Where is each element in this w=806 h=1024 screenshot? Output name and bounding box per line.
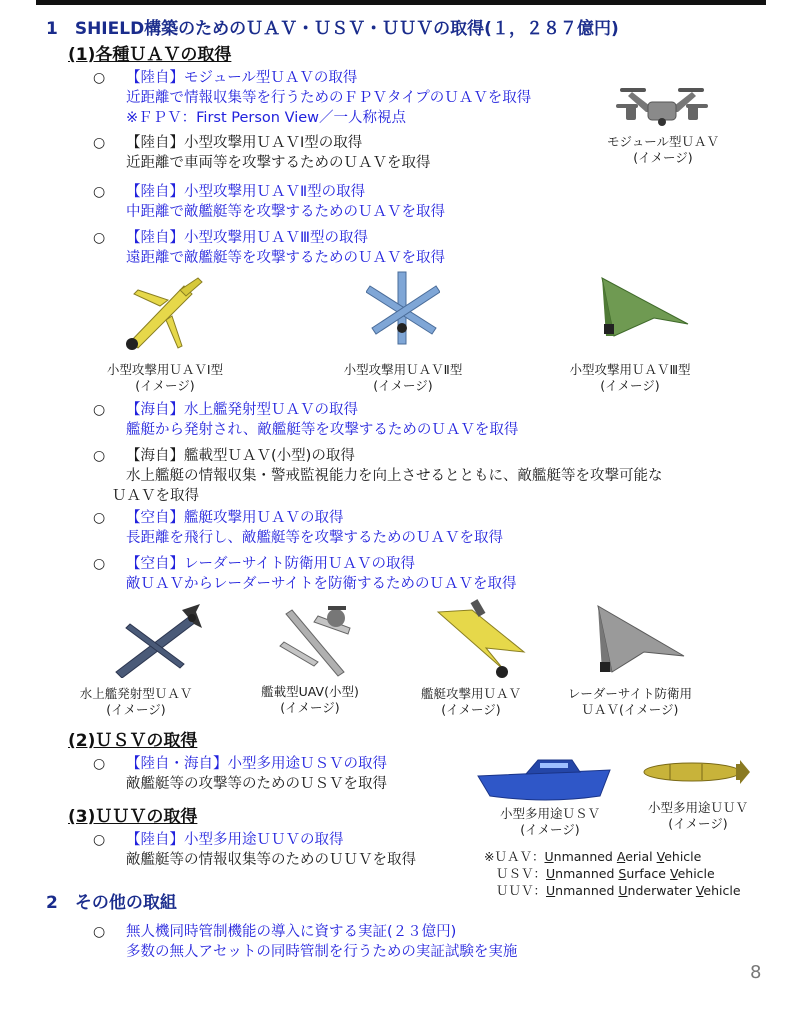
subsection-usv-title: (2)ＵＳＶの取得 <box>68 731 198 751</box>
note-usv-abbrev <box>496 865 715 882</box>
caption-line: 小型攻撃用ＵＡＶⅢ型 <box>569 362 691 377</box>
note-uav-abbrev <box>484 848 701 865</box>
note-text: nderwater <box>627 883 696 898</box>
note-text: erial <box>625 849 657 864</box>
caption-line: 艦載型UAV(小型) <box>261 684 359 699</box>
uav-type1-image <box>122 272 210 350</box>
bullet: ○ <box>93 402 106 418</box>
note-uuv-abbrev <box>496 882 741 899</box>
item-uav-type1-desc: 近距離で車両等を攻撃するためのＵＡＶを取得 <box>126 155 431 171</box>
note-prefix: ＵＵＶ： <box>496 883 547 898</box>
caption-line: (イメージ) <box>668 816 728 831</box>
item-uav-type2-desc: 中距離で敵艦艇等を攻撃するためのＵＡＶを取得 <box>126 204 445 220</box>
bullet: ○ <box>93 510 106 526</box>
caption-line: (イメージ) <box>135 378 195 393</box>
note-initial: A <box>616 849 626 864</box>
bullet: ○ <box>93 556 106 572</box>
caption-line: 小型攻撃用ＵＡＶⅠ型 <box>106 362 224 377</box>
item-uuv-desc: 敵艦艇等の情報収集等のためのＵＵＶを取得 <box>126 852 416 868</box>
item-module-uav-title: 【陸自】モジュール型ＵＡＶの取得 <box>126 70 358 86</box>
caption-shipborne-uav <box>250 684 370 716</box>
note-text: nmanned <box>555 883 619 898</box>
bullet: ○ <box>93 70 106 86</box>
ship-launch-uav-image <box>110 602 206 678</box>
item-shipborne-uav-title: 【海自】艦載型ＵＡＶ(小型)の取得 <box>126 448 355 464</box>
note-initial: S <box>618 866 627 881</box>
item-ship-launch-uav-desc: 艦艇から発射され、敵艦艇等を攻撃するためのＵＡＶを取得 <box>126 422 519 438</box>
note-text: nmanned <box>553 849 617 864</box>
subsection-uuv-title: (3)ＵＵＶの取得 <box>68 807 198 827</box>
caption-module-uav <box>598 134 728 166</box>
item-uav-type1-title: 【陸自】小型攻撃用ＵＡＶⅠ型の取得 <box>126 135 363 151</box>
caption-uav-type1 <box>95 362 235 394</box>
caption-line: 水上艦発射型ＵＡＶ <box>79 686 193 701</box>
uuv-image <box>640 756 756 786</box>
item-uav-type3-desc: 遠距離で敵艦艇等を攻撃するためのＵＡＶを取得 <box>126 250 445 266</box>
item-usv-title: 【陸自・海自】小型多用途ＵＳＶの取得 <box>126 756 387 772</box>
caption-line: モジュール型ＵＡＶ <box>606 134 719 149</box>
caption-line: レーダーサイト防衛用 <box>567 686 693 701</box>
caption-line: 小型多用途ＵＳＶ <box>499 806 600 821</box>
item-radar-defense-uav-desc: 敵ＵＡＶからレーダーサイトを防衛するためのＵＡＶを取得 <box>126 576 517 592</box>
bullet: ○ <box>93 448 106 464</box>
section2-title: 2 その他の取組 <box>46 893 177 913</box>
caption-line: (イメージ) <box>280 700 340 715</box>
caption-line: 小型多用途ＵＵＶ <box>647 800 748 815</box>
caption-line: 小型攻撃用ＵＡＶⅡ型 <box>343 362 463 377</box>
item-usv-desc: 敵艦艇等の攻撃等のためのＵＳＶを取得 <box>126 776 387 792</box>
usv-boat-image <box>476 752 616 804</box>
item-uuv-title: 【陸自】小型多用途ＵＵＶの取得 <box>126 832 344 848</box>
caption-line: (イメージ) <box>633 150 693 165</box>
caption-line: ＵＡＶ(イメージ) <box>581 702 679 717</box>
caption-ship-launch-uav <box>66 686 206 718</box>
note-initial: V <box>695 883 704 898</box>
item-module-uav-desc: 近距離で情報収集等を行うためのＦＰＶタイプのＵＡＶを取得 <box>126 90 532 106</box>
bullet: ○ <box>93 756 106 772</box>
bullet: ○ <box>93 230 106 246</box>
item-uav-type2-title: 【陸自】小型攻撃用ＵＡＶⅡ型の取得 <box>126 184 366 200</box>
note-initial: V <box>656 849 665 864</box>
anti-ship-uav-image <box>434 598 530 682</box>
item-anti-ship-uav-desc: 長距離を飛行し、敵艦艇等を攻撃するためのＵＡＶを取得 <box>126 530 503 546</box>
note-text: nmanned <box>555 866 619 881</box>
caption-line: (イメージ) <box>106 702 166 717</box>
item-module-uav-note: ※ＦＰＶ：First Person View／一人称視点 <box>126 110 407 126</box>
item-ship-launch-uav-title: 【海自】水上艦発射型ＵＡＶの取得 <box>126 402 358 418</box>
caption-radar-defense-uav <box>560 686 700 718</box>
note-prefix: ※ＵＡＶ： <box>484 849 545 864</box>
item-simultaneous-control-desc: 多数の無人アセットの同時管制を行うための実証試験を実施 <box>126 944 518 960</box>
bullet: ○ <box>93 924 106 940</box>
top-rule <box>36 0 766 5</box>
shipborne-uav-image <box>278 602 358 680</box>
caption-line: (イメージ) <box>520 822 580 837</box>
note-prefix: ＵＳＶ： <box>496 866 547 881</box>
note-text: urface <box>626 866 670 881</box>
caption-line: 艦艇攻撃用ＵＡＶ <box>420 686 521 701</box>
caption-line: (イメージ) <box>441 702 501 717</box>
item-shipborne-uav-desc-cont: ＵＡＶを取得 <box>112 488 199 504</box>
note-initial: V <box>669 866 678 881</box>
caption-usv <box>480 806 620 838</box>
subsection-uav-title: (1)各種ＵＡＶの取得 <box>68 45 232 65</box>
caption-uuv <box>636 800 760 832</box>
bullet: ○ <box>93 135 106 151</box>
caption-line: (イメージ) <box>600 378 660 393</box>
note-initial: U <box>546 883 556 898</box>
page-number: 8 <box>750 962 762 983</box>
caption-uav-type3 <box>560 362 700 394</box>
note-initial: U <box>544 849 554 864</box>
caption-uav-type2 <box>333 362 473 394</box>
note-text: ehicle <box>677 866 715 881</box>
bullet: ○ <box>93 832 106 848</box>
item-shipborne-uav-desc: 水上艦艇の情報収集・警戒監視能力を向上させるとともに、敵艦艇等を攻撃可能な <box>126 468 663 484</box>
caption-anti-ship-uav <box>406 686 536 718</box>
note-text: ehicle <box>703 883 741 898</box>
item-uav-type3-title: 【陸自】小型攻撃用ＵＡＶⅢ型の取得 <box>126 230 368 246</box>
bullet: ○ <box>93 184 106 200</box>
section1-title: 1 SHIELD構築のためのＵＡＶ・ＵＳＶ・ＵＵＶの取得(１，２８７億円) <box>46 19 619 39</box>
uav-type3-image <box>596 274 692 340</box>
note-initial: U <box>546 866 556 881</box>
item-radar-defense-uav-title: 【空自】レーダーサイト防衛用ＵＡＶの取得 <box>126 556 415 572</box>
uav-type2-image <box>366 270 440 346</box>
note-text: ehicle <box>664 849 702 864</box>
module-uav-drone-image <box>612 82 712 134</box>
item-simultaneous-control-title: 無人機同時管制機能の導入に資する実証(２３億円) <box>126 924 457 940</box>
radar-defense-uav-image <box>588 602 688 678</box>
caption-line: (イメージ) <box>373 378 433 393</box>
item-anti-ship-uav-title: 【空自】艦艇攻撃用ＵＡＶの取得 <box>126 510 344 526</box>
note-initial: U <box>618 883 628 898</box>
